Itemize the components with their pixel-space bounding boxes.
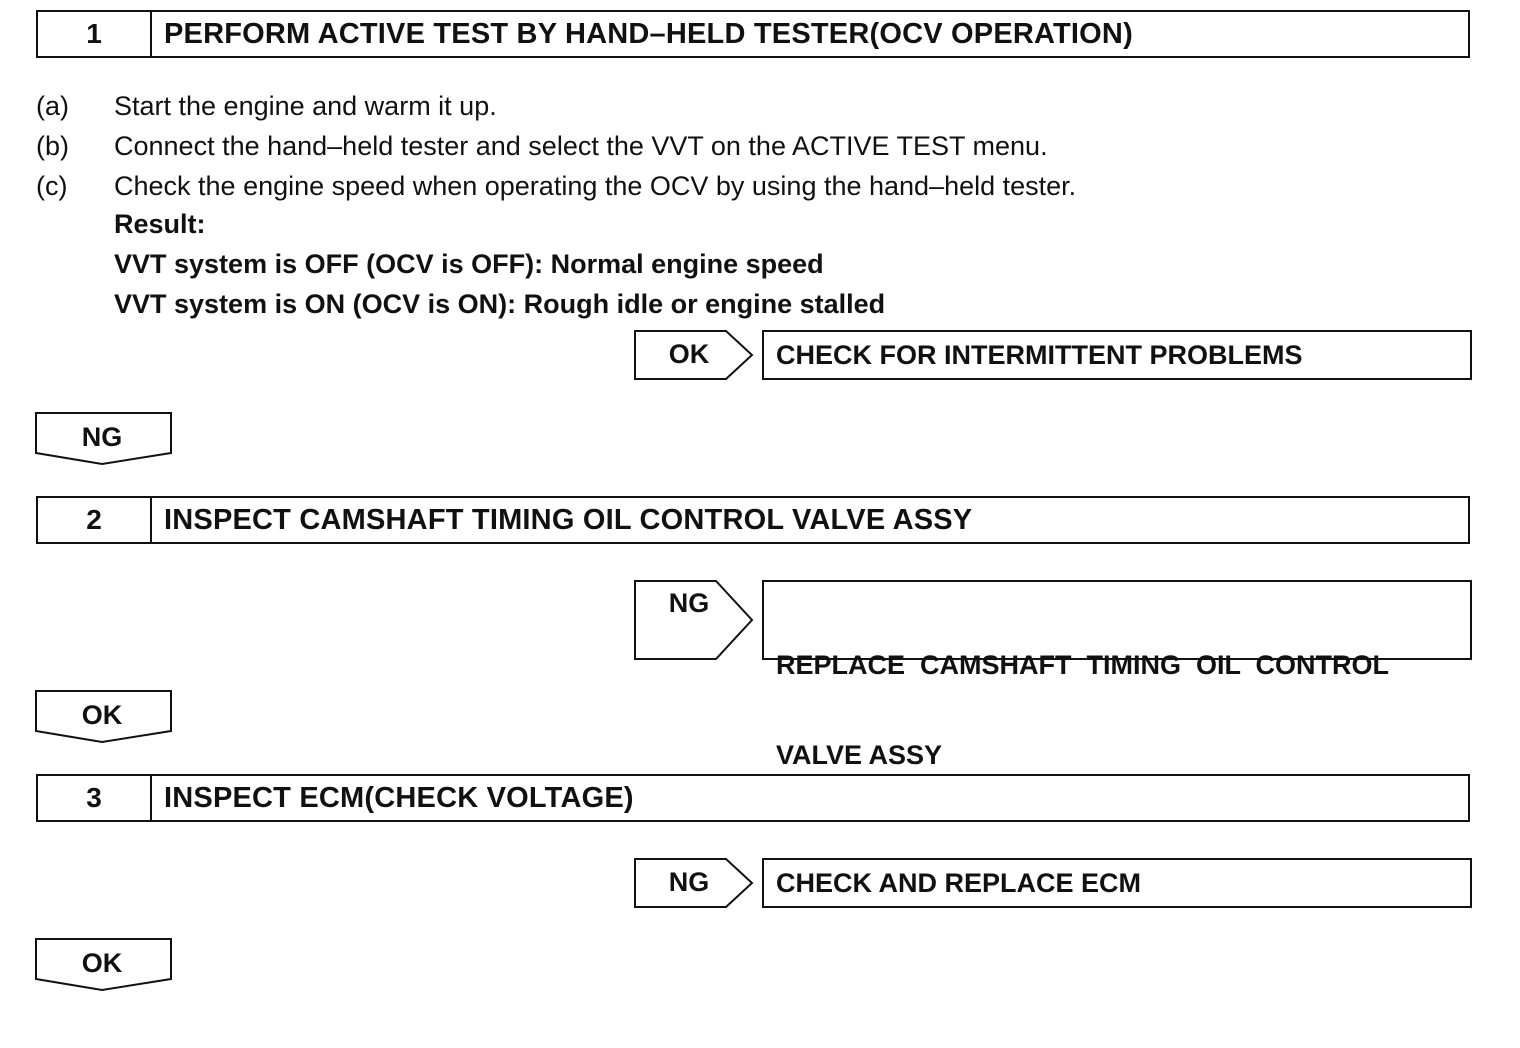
ok-outcome-tag xyxy=(634,330,754,380)
result-heading: Result: xyxy=(114,209,206,239)
step-2-header xyxy=(36,496,1470,544)
step-number: 3 xyxy=(38,776,152,820)
instruction-text: Connect the hand–held tester and select the VVT on the ACTIVE TEST menu. xyxy=(114,131,1048,161)
ok-down-tag xyxy=(34,690,174,744)
instruction-label: (b) xyxy=(36,131,69,161)
step-title: INSPECT ECM(CHECK VOLTAGE) xyxy=(164,781,634,814)
outcome-tag-label: OK xyxy=(668,339,710,369)
ng-outcome-tag xyxy=(634,580,754,660)
flow-tag-label: OK xyxy=(81,948,123,978)
step-1-header xyxy=(36,10,1470,58)
step-3-header xyxy=(36,774,1470,822)
instruction-text: Check the engine speed when operating the OCV by using the hand–held tester. xyxy=(114,171,1077,201)
result-line-1: VVT system is OFF (OCV is OFF): Normal engine speed xyxy=(114,249,824,279)
result-line-2: VVT system is ON (OCV is ON): Rough idle or engine stalled xyxy=(114,289,886,319)
step-number: 2 xyxy=(38,498,152,542)
instruction-label: (c) xyxy=(36,171,68,201)
outcome-action-box xyxy=(762,580,1472,770)
step-title: PERFORM ACTIVE TEST BY HAND–HELD TESTER(OCV OPERATION) xyxy=(164,17,1133,50)
ok-down-tag xyxy=(34,938,174,992)
instruction-label: (a) xyxy=(36,91,69,121)
outcome-tag-label: NG xyxy=(668,588,710,618)
outcome-action-box: CHECK AND REPLACE ECM xyxy=(762,858,1472,908)
outcome-action-box: CHECK FOR INTERMITTENT PROBLEMS xyxy=(762,330,1472,380)
step-number: 1 xyxy=(38,12,152,56)
ng-down-tag xyxy=(34,412,174,466)
flow-tag-label: NG xyxy=(81,422,123,452)
instruction-text: Start the engine and warm it up. xyxy=(114,91,497,121)
instruction-b xyxy=(36,126,1048,166)
instruction-c xyxy=(36,166,1076,206)
step-title: INSPECT CAMSHAFT TIMING OIL CONTROL VALVE ASSY xyxy=(164,503,973,536)
ng-outcome-tag xyxy=(634,858,754,908)
instruction-a xyxy=(36,86,497,126)
outcome-action-line: REPLACE CAMSHAFT TIMING OIL CONTROL xyxy=(776,650,1389,680)
outcome-action-line: VALVE ASSY xyxy=(776,740,943,770)
outcome-tag-label: NG xyxy=(668,867,710,897)
flow-tag-label: OK xyxy=(81,700,123,730)
